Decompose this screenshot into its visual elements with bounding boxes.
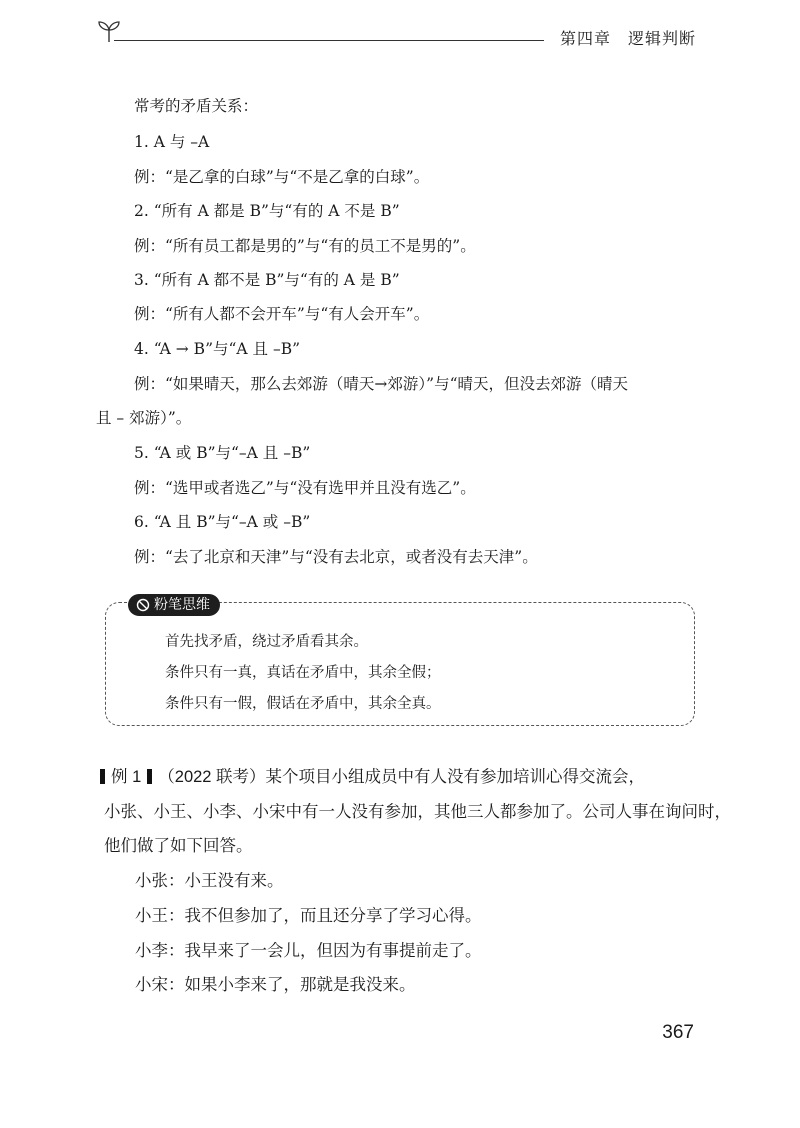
example-label: 例 1 xyxy=(111,768,142,786)
rule-item-5: 5. “A 或 B”与“–A 且 –B” xyxy=(134,444,311,462)
tip-line-1: 首先找矛盾，绕过矛盾看其余。 xyxy=(165,634,368,650)
tip-line-3: 条件只有一假，假话在矛盾中，其余全真。 xyxy=(165,696,441,712)
answer-xiaoli: 小李：我早来了一会儿，但因为有事提前走了。 xyxy=(135,942,482,960)
tip-line-2: 条件只有一真，真话在矛盾中，其余全假； xyxy=(165,665,441,681)
example-intro: （2022 联考）某个项目小组成员中有人没有参加培训心得交流会， xyxy=(158,768,646,786)
running-header xyxy=(96,18,696,54)
page-number: 367 xyxy=(662,1022,694,1043)
answer-xiaosong: 小宋：如果小李来了，那就是我没来。 xyxy=(135,976,416,994)
rule-item-1: 1. A 与 –A xyxy=(134,133,210,151)
header-rule xyxy=(114,40,544,41)
no-entry-icon xyxy=(136,598,150,612)
rule-item-2: 2. “所有 A 都是 B”与“有的 A 不是 B” xyxy=(134,202,400,220)
rule-example-4-cont: 且 – 郊游）”。 xyxy=(96,409,192,427)
rule-example-2: 例：“所有员工都是男的”与“有的员工不是男的”。 xyxy=(134,237,476,255)
chapter-title: 第四章 逻辑判断 xyxy=(559,29,696,48)
section-heading: 常考的矛盾关系： xyxy=(134,97,259,115)
rule-example-5: 例：“选甲或者选乙”与“没有选甲并且没有选乙”。 xyxy=(134,479,476,497)
tip-box-tag xyxy=(128,594,220,616)
example-heading xyxy=(94,763,645,787)
rule-item-6: 6. “A 且 B”与“–A 或 –B” xyxy=(134,513,311,531)
rule-item-3: 3. “所有 A 都不是 B”与“有的 A 是 B” xyxy=(134,271,400,289)
answer-xiaowang: 小王：我不但参加了，而且还分享了学习心得。 xyxy=(135,907,482,925)
example-line-2: 小张、小王、小李、小宋中有一人没有参加，其他三人都参加了。公司人事在询问时， xyxy=(104,803,731,821)
example-marker-right xyxy=(147,769,152,784)
rule-item-4: 4. “A → B”与“A 且 –B” xyxy=(134,340,301,358)
example-line-3: 他们做了如下回答。 xyxy=(104,837,253,855)
example-marker-left xyxy=(100,769,105,784)
rule-example-3: 例：“所有人都不会开车”与“有人会开车”。 xyxy=(134,305,430,323)
rule-example-1: 例：“是乙拿的白球”与“不是乙拿的白球”。 xyxy=(134,168,430,186)
rule-example-4: 例：“如果晴天，那么去郊游（晴天→郊游）”与“晴天，但没去郊游（晴天 xyxy=(134,375,629,393)
answer-xiaozhang: 小张：小王没有来。 xyxy=(135,872,284,890)
tip-box-title: 粉笔思维 xyxy=(154,597,210,613)
rule-example-6: 例：“去了北京和天津”与“没有去北京，或者没有去天津”。 xyxy=(134,548,538,566)
